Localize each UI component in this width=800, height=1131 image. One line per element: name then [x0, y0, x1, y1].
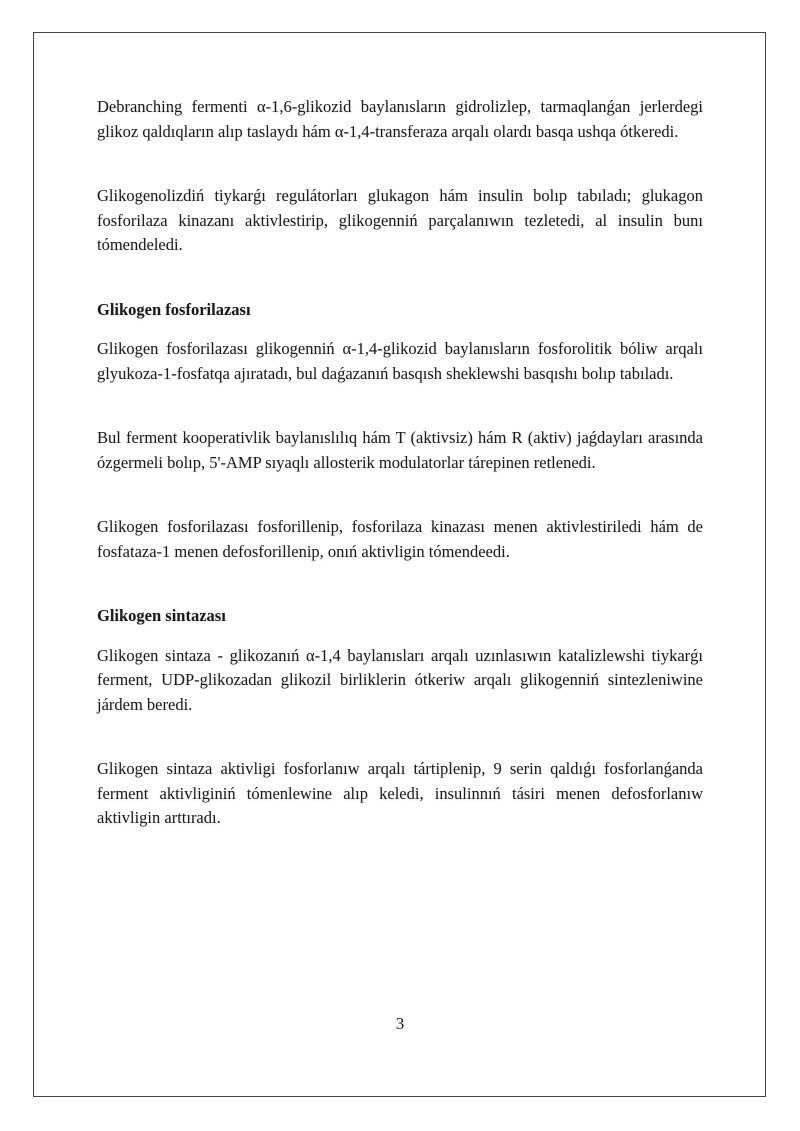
paragraph-phosphorylase-1: Glikogen fosforilazası glikogenniń α-1,4-glikozid baylanısların fosforolitik bóliw arqalı glyukoza-1-fosfatqa ajıratadı, bul daǵazanıń basqısh sheklewshi basqıshı bolıp tabıladı. — [97, 339, 703, 383]
paragraph-phosphorylase-3: Glikogen fosforilazası fosforillenip, fosforilaza kinazası menen aktivlestiriledi hám de fosfataza-1 menen defosforillenip, onıń aktivligin tómendeedi. — [97, 517, 703, 561]
page-number: 3 — [395, 1014, 405, 1033]
document-body — [97, 95, 703, 831]
paragraph-phosphorylase-2: Bul ferment kooperativlik baylanıslılıq hám T (aktivsiz) hám R (aktiv) jaǵdayları arasında ózgermeli bolıp, 5'-AMP sıyaqlı allosterik modulatorlar tárepinen retlenedi. — [97, 428, 703, 472]
heading-glycogen-phosphorylase: Glikogen fosforilazası — [97, 299, 251, 319]
paragraph-debranching: Debranching fermenti α-1,6-glikozid baylanısların gidrolizlep, tarmaqlanǵan jerlerdegi glikoz qaldıqların alıp taslaydı hám α-1,4-transferaza arqalı olardı basqa ushqa ótkeredi. — [97, 97, 703, 141]
paragraph-regulators: Glikogenolizdiń tiykarǵı regulátorları glukagon hám insulin bolıp tabıladı; glukagon fosforilaza kinazanı aktivlestirip, glikogenniń parçalanıwın tezletedi, al insulin bunı tómendeledi. — [97, 186, 703, 254]
paragraph-synthase-2: Glikogen sintaza aktivligi fosforlanıw arqalı tártiplenip, 9 serin qaldıǵı fosforlanǵanda ferment aktivliginiń tómenlewine alıp keledi, insulinnıń tásiri menen defosforlanıw aktivligin arttıradı. — [97, 759, 703, 827]
heading-glycogen-synthase: Glikogen sintazası — [97, 606, 226, 625]
paragraph-synthase-1: Glikogen sintaza - glikozanıń α-1,4 baylanısları arqalı uzınlasıwın katalizlewshi tiykarǵı ferment, UDP-glikozadan glikozil birliklerin ótkeriw arqalı glikogenniń sintezleniwine járdem beredi. — [97, 645, 703, 714]
